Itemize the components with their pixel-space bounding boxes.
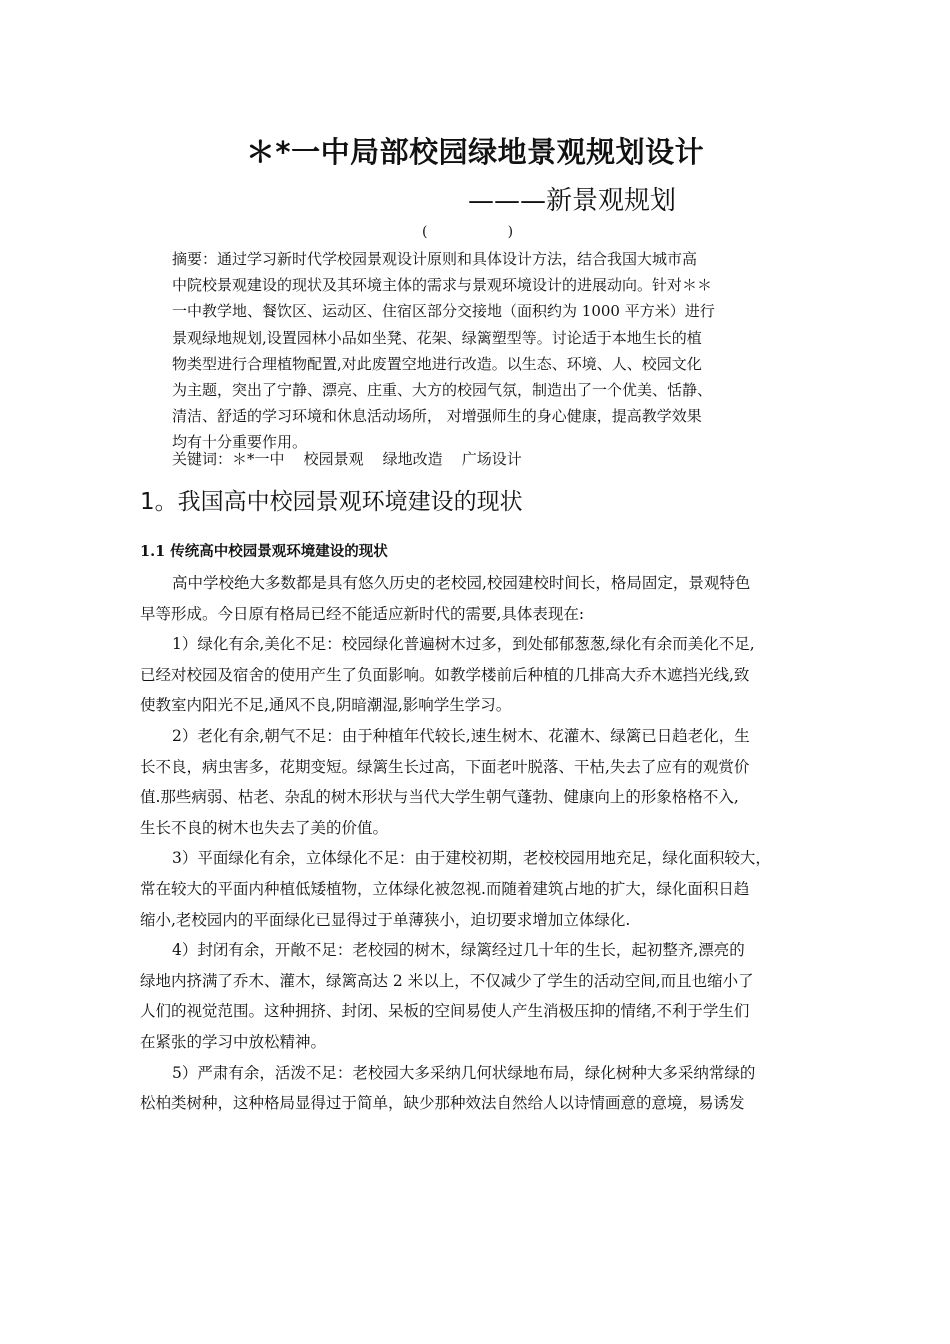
paragraph [140,721,820,843]
paragraph-line: 常在较大的平面内种植低矮植物，立体绿化被忽视.而随着建筑占地的扩大，绿化面积日趋 [140,879,750,898]
abstract-line: 一中教学地、餐饮区、运动区、住宿区部分交接地（面积约为 1000 平方米）进行 [172,302,715,321]
paragraph-line: 5）严肃有余，活泼不足：老校园大多采纳几何状绿地布局，绿化树种大多采纳常绿的 [172,1063,756,1082]
paragraph-line: 使教室内阳光不足,通风不良,阴暗潮湿,影响学生学习。 [140,696,512,715]
abstract-line: 摘要：通过学习新时代学校园景观设计原则和具体设计方法，结合我国大城市高 [172,250,698,268]
abstract-line: 物类型进行合理植物配置,对此废置空地进行改造。以生态、环境、人、校园文化 [172,354,702,373]
paragraph [140,568,820,629]
paragraph-line: 早等形成。今日原有格局已经不能适应新时代的需要,具体表现在: [140,604,585,623]
paragraph-line: 在紧张的学习中放松精神。 [140,1032,327,1051]
paragraph-line: 4）封闭有余，开敞不足：老校园的树木，绿篱经过几十年的生长，起初整齐,漂亮的 [172,941,745,960]
paragraph-line: 人们的视觉范围。这种拥挤、封闭、呆板的空间易使人产生消极压抑的情绪,不利于学生们 [140,1002,750,1021]
abstract-line: 均有十分重要作用。 [172,433,308,452]
paragraph-line: 高中学校绝大多数都是具有悠久历史的老校园,校园建校时间长，格局固定，景观特色 [172,574,751,592]
paragraph [140,629,820,721]
paragraph-line: 生长不良的树木也失去了美的价值。 [140,818,389,837]
paragraph-line: 值.那些病弱、枯老、杂乱的树木形状与当代大学生朝气蓬勃、健康向上的形象格格不入, [140,788,739,807]
abstract [172,246,792,456]
paragraph-line: 2）老化有余,朝气不足：由于种植年代较长,速生树木、花灌木、绿篱已日趋老化，生 [172,726,750,745]
paragraph-line: 1）绿化有余,美化不足：校园绿化普遍树木过多，到处郁郁葱葱,绿化有余而美化不足, [172,635,755,654]
abstract-line: 景观绿地规划,设置园林小品如坐凳、花架、绿篱塑型等。讨论适于本地生长的植 [172,328,702,347]
document-subtitle: ———新景观规划 [468,186,677,216]
paragraph-line: 已经对校园及宿舍的使用产生了负面影响。如教学楼前后种植的几排高大乔木遮挡光线,致 [140,665,750,684]
paragraph-line: 松柏类树种，这种格局显得过于简单，缺少那种效法自然给人以诗情画意的意境，易诱发 [140,1094,745,1113]
paragraph [140,935,820,1057]
paragraph-line: 绿地内挤满了乔木、灌木，绿篱高达 2 米以上，不仅减少了学生的活动空间,而且也缩小了 [140,971,754,990]
document-title: ＊*一中局部校园绿地景观规划设计 [245,135,705,169]
abstract-line: 为主题，突出了宁静、漂亮、庄重、大方的校园气氛，制造出了一个优美、恬静、 [172,381,713,400]
body-text [140,568,820,1119]
paragraph-line: 3）平面绿化有余，立体绿化不足：由于建校初期，老校校园用地充足，绿化面积较大， [172,849,771,868]
paragraph [140,843,820,935]
paragraph [140,1058,820,1119]
paragraph-line: 长不良，病虫害多，花期变短。绿篱生长过高，下面老叶脱落、干枯,失去了应有的观赏价 [140,757,750,776]
abstract-line: 中院校景观建设的现状及其环境主体的需求与景观环境设计的进展动向。针对＊＊ [172,276,713,295]
abstract-line: 清洁、舒适的学习环境和休息活动场所， 对增强师生的身心健康，提高教学效果 [172,407,702,426]
keywords: 关键词：＊*一中 校园景观 绿地改造 广场设计 [172,450,522,468]
section-1-1-heading: 1.1 传统高中校园景观环境建设的现状 [140,543,388,560]
section-1-heading: 1。我国高中校园景观环境建设的现状 [140,489,523,515]
paragraph-line: 缩小,老校园内的平面绿化已显得过于单薄狭小，迫切要求增加立体绿化. [140,910,631,929]
author-line: ( ) [422,224,514,240]
